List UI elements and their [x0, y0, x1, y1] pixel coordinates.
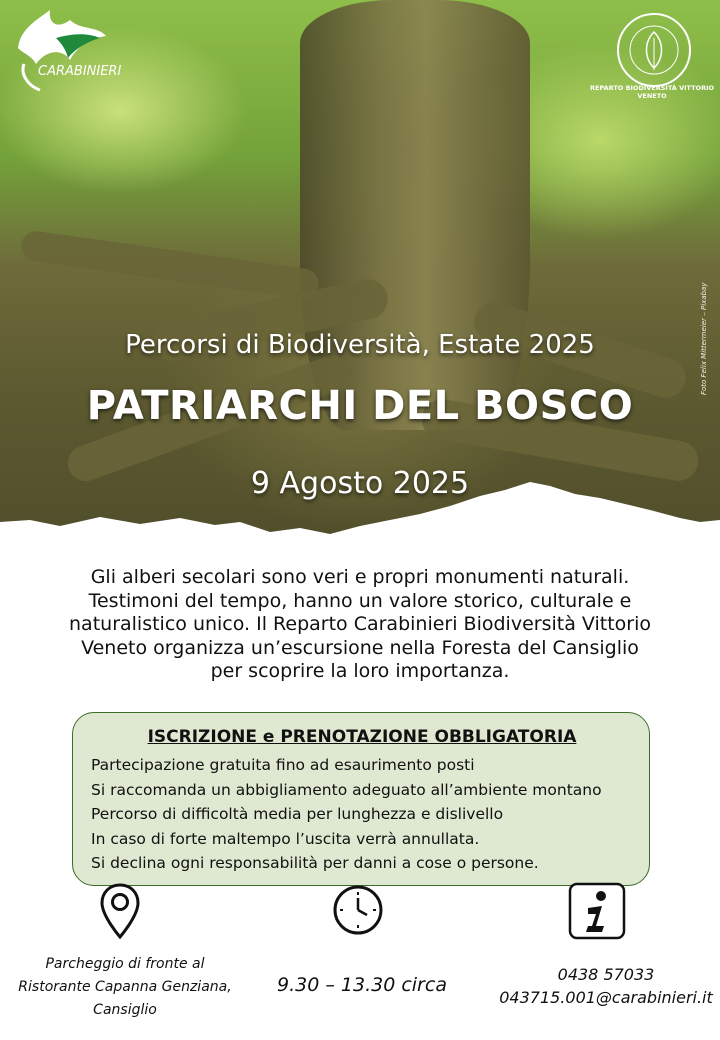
description-line: Testimoni del tempo, hanno un valore storico, culturale e [88, 589, 632, 612]
event-description [30, 566, 690, 684]
rule-item: Si raccomanda un abbigliamento adeguato all’ambiente montano [91, 780, 602, 799]
info-icon [568, 882, 626, 940]
description-line: Veneto organizza un’escursione nella Foresta del Cansiglio [81, 636, 639, 659]
email-address[interactable]: 043715.001@carabinieri.it [499, 988, 713, 1007]
event-series-subtitle: Percorsi di Biodiversità, Estate 2025 [125, 330, 595, 360]
rule-item: In caso di forte maltempo l’uscita verrà annullata. [91, 829, 480, 848]
event-title: PATRIARCHI DEL BOSCO [86, 383, 634, 429]
rule-item: Partecipazione gratuita fino ad esaurimento posti [91, 756, 475, 774]
registration-title: ISCRIZIONE e PRENOTAZIONE OBBLIGATORIA [147, 727, 577, 747]
place-line: Cansiglio [93, 1002, 157, 1018]
rule-item: Si declina ogni responsabilità per danni a cose o persone. [91, 854, 539, 872]
phone-number[interactable]: 0438 57033 [557, 965, 655, 984]
carabinieri-flame-logo [10, 8, 110, 98]
clock-icon [332, 884, 384, 936]
rule-item: Percorso di difficoltà media per lunghezza e dislivello [91, 805, 504, 823]
photo-credit: Foto Felix Mittermeier – Pixabay [700, 282, 708, 395]
rules-list [91, 753, 602, 876]
meeting-place [10, 953, 240, 1022]
place-line: Parcheggio di fronte al [45, 956, 205, 972]
contact-info [492, 963, 720, 1009]
description-line: Gli alberi secolari sono veri e propri monumenti naturali. [90, 566, 630, 588]
location-pin-icon [99, 882, 141, 940]
mountain-silhouette-divider [0, 470, 720, 570]
description-line: per scoprire la loro importanza. [210, 660, 510, 682]
tree-root [19, 229, 320, 300]
biodiversity-seal-text: REPARTO BIODIVERSITÀ VITTORIO VENETO [589, 84, 715, 100]
carabinieri-logo-text: CARABINIERI [38, 64, 122, 79]
place-line: Ristorante Capanna Genziana, [18, 979, 232, 995]
registration-rules-box [72, 712, 650, 886]
event-time: 9.30 – 13.30 circa [277, 974, 447, 996]
event-date: 9 Agosto 2025 [250, 466, 470, 501]
description-line: naturalistico unico. Il Reparto Carabinieri Biodiversità Vittorio [69, 613, 651, 635]
